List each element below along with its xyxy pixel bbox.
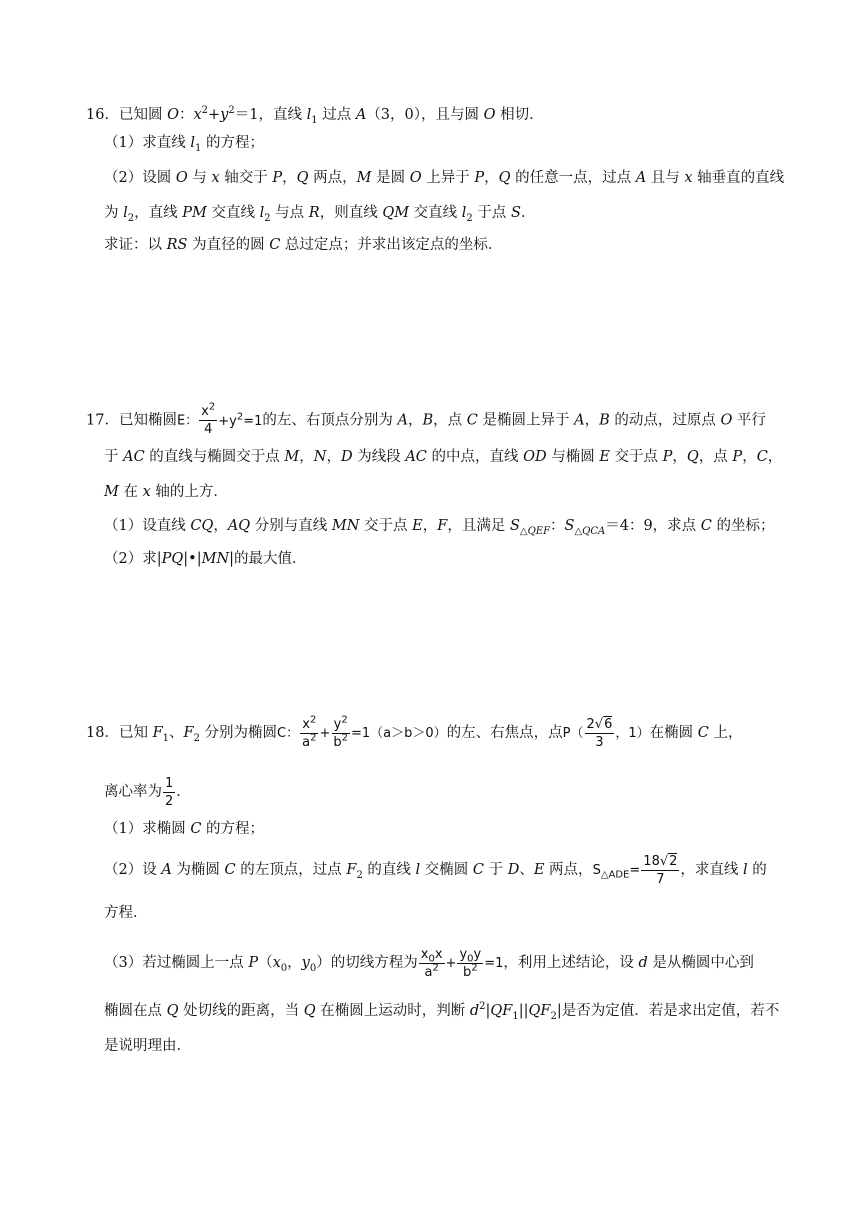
q18-part3-line2: 椭圆在点 Q 处切线的距离，当 Q 在椭圆上运动时，判断 $d^2|QF_1||QF_2|$是否为定值．若是求出定值，若不 — [104, 1001, 780, 1022]
q18-stem-line2: 离心率为 $\frac{1}{2}$ ． — [104, 775, 191, 809]
q18-part3-line3: 是说明理由． — [104, 1038, 191, 1054]
q17-part1: （1）设直线 CQ，AQ 分别与直线 MN 交于点 E，F，且满足 $S_{\triangle QEF}$：$S_{\triangle QCA}=4$：9，求点 C 的坐标； — [104, 518, 775, 537]
q17-stem-line2: 于 AC 的直线与椭圆交于点 M，N，D 为线段 AC 的中点，直线 OD 与椭圆 E 交于点 P，Q，点 P，C， — [104, 449, 783, 465]
q18-part3-line1: （3）若过椭圆上一点 $P(x_0$，$y_0$）的切线方程为 $\frac{x_0x}{a^2}$ + $\frac{y_0y}{b^2}$ =1，利用上述结论，设 d 是从椭圆中心到 — [104, 946, 754, 980]
q18-part1: （1）求椭圆 C 的方程； — [104, 821, 265, 837]
q18-stem-line1: 18．已知 $F_1$、$F_2$ 分别为椭圆C： $\frac{x^2}{a^2}$ + $\frac{y^2}{b^2}$ =1（a＞b＞0）的左、右焦点，点P（ $\frac{2√6}{3}$ ，1）在椭圆 C 上， — [86, 714, 743, 750]
q17-stem-line3: M 在 x 轴的上方． — [104, 484, 228, 500]
q16-part2-line2: 为 $l_2$，直线 PM 交直线 $l_2$ 与点 R，则直线 QM 交直线 $l_2$ 于点 S． — [104, 205, 536, 224]
q18-part2-line1: （2）设 A 为椭圆 C 的左顶点，过点 $F_2$ 的直线 l 交椭圆 C 于 D、E 两点，$S_{\triangle ADE}=$ $\frac{18√2}{7}$ ，求直线 l 的 — [104, 853, 767, 887]
q16-proof: 求证：以 RS 为直径的圆 C 总过定点；并求出该定点的坐标． — [104, 237, 503, 253]
q17-part2: （2）求|PQ|•|MN|的最大值． — [104, 551, 307, 567]
q18-part2-line2: 方程． — [104, 905, 148, 921]
q16-part2-line1: （2）设圆 O 与 x 轴交于 P，Q 两点，M 是圆 O 上异于 P，Q 的任意一点，过点 A 且与 x 轴垂直的直线 — [104, 170, 785, 186]
q16-stem: 16．已知圆 O：$x^2+y^2=1$，直线 $l_1$ 过点 A（3，0），且与圆 O 相切． — [86, 105, 544, 126]
q16-part1: （1）求直线 $l_1$ 的方程； — [104, 135, 264, 154]
q17-stem-line1: 17．已知椭圆E： $\frac{x^2}{4}$ $+y^2=1$的左、右顶点分别为 A，B，点 C 是椭圆上异于 A，B 的动点，过原点 O 平行 — [86, 401, 766, 437]
